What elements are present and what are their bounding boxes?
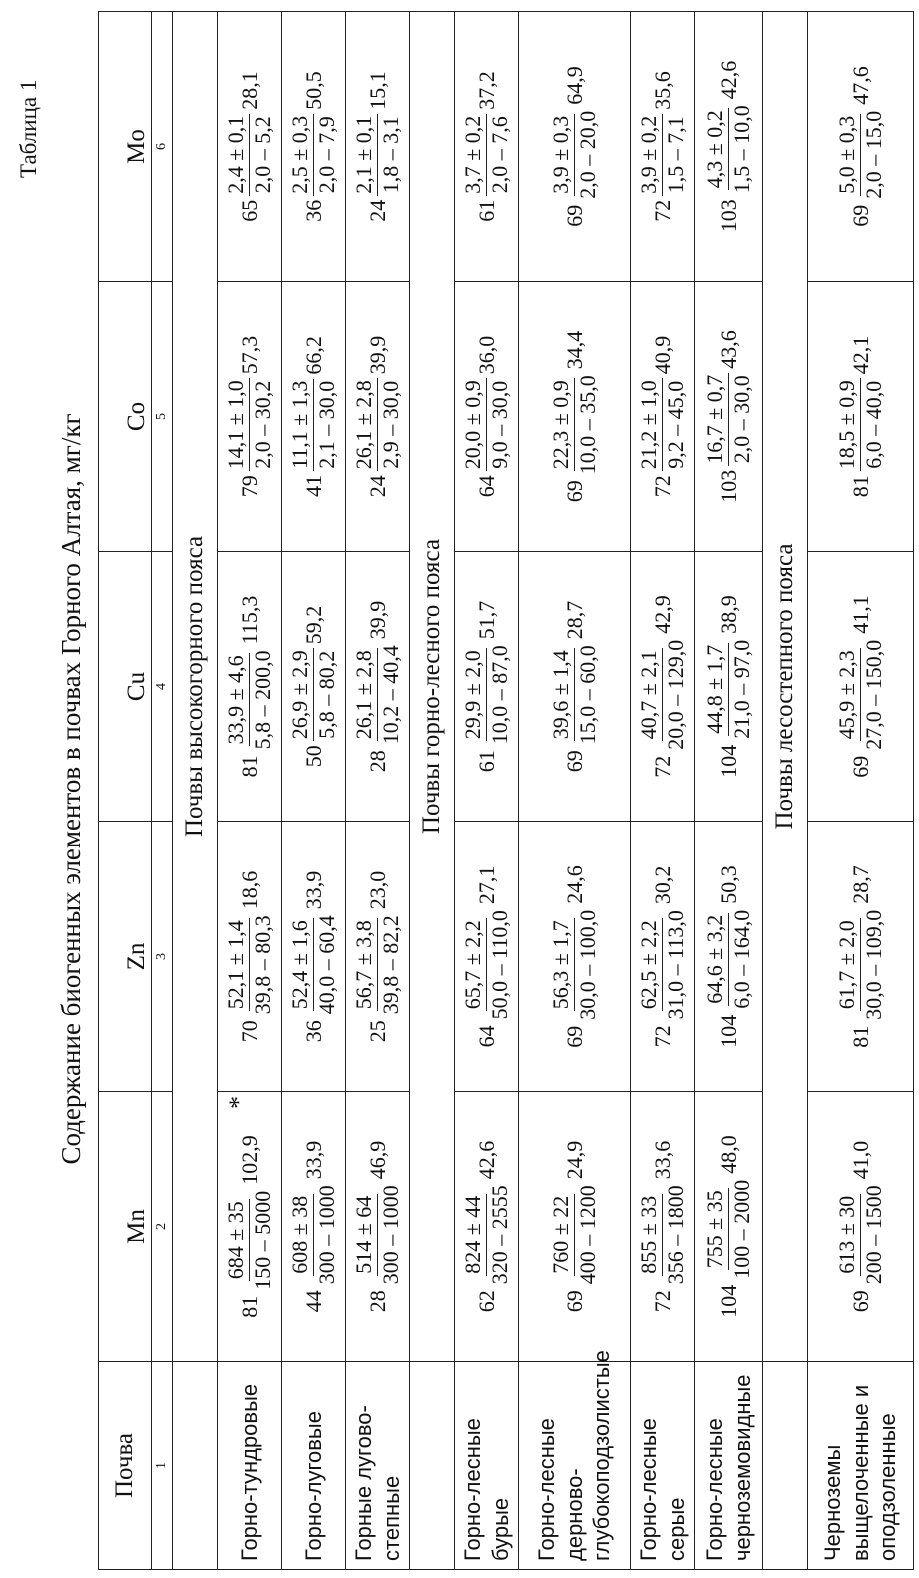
table-row [282, 12, 346, 1570]
header-cu: Cu [99, 552, 152, 822]
value-cell-co: 69 22,3 ± 0,9 10,0 – 35,0 34,4 [519, 282, 631, 552]
section-title-high-mountain: Почвы высокогорного пояса [173, 12, 218, 1362]
value-cell-co: 81 18,5 ± 0,9 6,0 – 40,0 42,1 [808, 282, 914, 552]
section-title-mountain-forest: Почвы горно-лесного пояса [410, 12, 455, 1362]
value-cell-co: 24 26,1 ± 2,8 2,9 – 30,0 39,9 [346, 282, 410, 552]
column-number: 3 [152, 822, 173, 1092]
section-row [173, 12, 218, 1570]
header-co: Co [99, 282, 152, 552]
value-cell-mn: 44 608 ± 38 300 – 1000 33,9 [282, 1092, 346, 1362]
soil-name: Горно-лесные бурые [455, 1362, 519, 1570]
value-cell-mo: 65 2,4 ± 0,1 2,0 – 5,2 28,1 [218, 12, 282, 282]
soil-name: Горные лугово-степные [346, 1362, 410, 1570]
value-cell-cu: 69 39,6 ± 1,4 15,0 – 60,0 28,7 [519, 552, 631, 822]
value-cell-cu: 28 26,1 ± 2,8 10,2 – 40,4 39,9 [346, 552, 410, 822]
soil-name: Горно-тундровые [218, 1362, 282, 1570]
value-cell-mo: 72 3,9 ± 0,2 1,5 – 7,1 35,6 [631, 12, 695, 282]
header-row [99, 12, 152, 1570]
value-cell-co: 72 21,2 ± 1,0 9,2 – 45,0 40,9 [631, 282, 695, 552]
table-row [455, 12, 519, 1570]
header-mn: Mn [99, 1092, 152, 1362]
value-cell-mn: 72 855 ± 33 356 – 1800 33,6 [631, 1092, 695, 1362]
value-cell-zn: 69 56,3 ± 1,7 30,0 – 100,0 24,6 [519, 822, 631, 1092]
section-title-forest-steppe: Почвы лесостепного пояса [763, 12, 808, 1362]
value-cell-zn: 104 64,6 ± 3,2 6,0 – 164,0 50,3 [695, 822, 763, 1092]
header-mo: Mo [99, 12, 152, 282]
value-cell-zn: 72 62,5 ± 2,2 31,0 – 113,0 30,2 [631, 822, 695, 1092]
value-cell-zn: 36 52,4 ± 1,6 40,0 – 60,4 33,9 [282, 822, 346, 1092]
soil-name: Горно-лесные серые [631, 1362, 695, 1570]
value-cell-mo: 24 2,1 ± 0,1 1,8 – 3,1 15,1 [346, 12, 410, 282]
value-cell-cu: 72 40,7 ± 2,1 20,0 – 129,0 42,9 [631, 552, 695, 822]
value-cell-zn: 70 52,1 ± 1,4 39,8 – 80,3 18,6 [218, 822, 282, 1092]
value-cell-mo: 69 5,0 ± 0,3 2,0 – 15,0 47,6 [808, 12, 914, 282]
section-row [410, 12, 455, 1570]
value-cell-cu: 61 29,9 ± 2,0 10,0 – 87,0 51,7 [455, 552, 519, 822]
value-cell-cu: 69 45,9 ± 2,3 27,0 – 150,0 41,1 [808, 552, 914, 822]
value-cell-mo: 69 3,9 ± 0,3 2,0 – 20,0 64,9 [519, 12, 631, 282]
value-cell-co: 103 16,7 ± 0,7 2,0 – 30,0 43,6 [695, 282, 763, 552]
value-cell-cu: 50 26,9 ± 2,9 5,8 – 80,2 59,2 [282, 552, 346, 822]
value-cell-mn: 81 684 ± 35 150 – 5000 102,9 * [218, 1092, 282, 1362]
column-number: 1 [152, 1362, 173, 1570]
table-row [519, 12, 631, 1570]
column-number: 4 [152, 552, 173, 822]
value-cell-zn: 81 61,7 ± 2,0 30,0 – 109,0 28,7 [808, 822, 914, 1092]
value-cell-cu: 81 33,9 ± 4,6 5,8 – 200,0 115,3 [218, 552, 282, 822]
data-table [98, 11, 914, 1570]
value-cell-mn: 69 760 ± 22 400 – 1200 24,9 [519, 1092, 631, 1362]
table-row [346, 12, 410, 1570]
value-cell-zn: 25 56,7 ± 3,8 39,8 – 82,2 23,0 [346, 822, 410, 1092]
value-cell-mn: 69 613 ± 30 200 – 1500 41,0 [808, 1092, 914, 1362]
table-row [808, 12, 914, 1570]
section-row [763, 12, 808, 1570]
value-cell-co: 79 14,1 ± 1,0 2,0 – 30,2 57,3 [218, 282, 282, 552]
header-zn: Zn [99, 822, 152, 1092]
header-soil: Почва [99, 1362, 152, 1570]
soil-name: Горно-лесные черноземовидные [695, 1362, 763, 1570]
column-number-row [152, 12, 173, 1570]
table-row [218, 12, 282, 1570]
value-cell-mn: 104 755 ± 35 100 – 2000 48,0 [695, 1092, 763, 1362]
value-cell-co: 64 20,0 ± 0,9 9,0 – 30,0 36,0 [455, 282, 519, 552]
value-cell-mn: 62 824 ± 44 320 – 2555 42,6 [455, 1092, 519, 1362]
value-cell-zn: 64 65,7 ± 2,2 50,0 – 110,0 27,1 [455, 822, 519, 1092]
value-cell-co: 41 11,1 ± 1,3 2,1 – 30,0 66,2 [282, 282, 346, 552]
value-cell-mo: 103 4,3 ± 0,2 1,5 – 10,0 42,6 [695, 12, 763, 282]
value-cell-cu: 104 44,8 ± 1,7 21,0 – 97,0 38,9 [695, 552, 763, 822]
value-cell-mn: 28 514 ± 64 300 – 1000 46,9 [346, 1092, 410, 1362]
table-row [631, 12, 695, 1570]
column-number: 5 [152, 282, 173, 552]
table-row [695, 12, 763, 1570]
soil-name: Горно-луговые [282, 1362, 346, 1570]
value-cell-mo: 36 2,5 ± 0,3 2,0 – 7,9 50,5 [282, 12, 346, 282]
soil-name: Горно-лесные дерново-глубокоподзолистые [519, 1362, 631, 1570]
table-label: Таблица 1 [16, 79, 41, 178]
value-cell-mo: 61 3,7 ± 0,2 2,0 – 7,6 37,2 [455, 12, 519, 282]
column-number: 6 [152, 12, 173, 282]
footnote-mark: * [224, 1096, 253, 1109]
column-number: 2 [152, 1092, 173, 1362]
table-caption: Содержание биогенных элементов в почвах Горного Алтая, мг/кг [56, 413, 86, 1165]
soil-name: Черноземы выщелоченные и оподзоленные [808, 1362, 914, 1570]
